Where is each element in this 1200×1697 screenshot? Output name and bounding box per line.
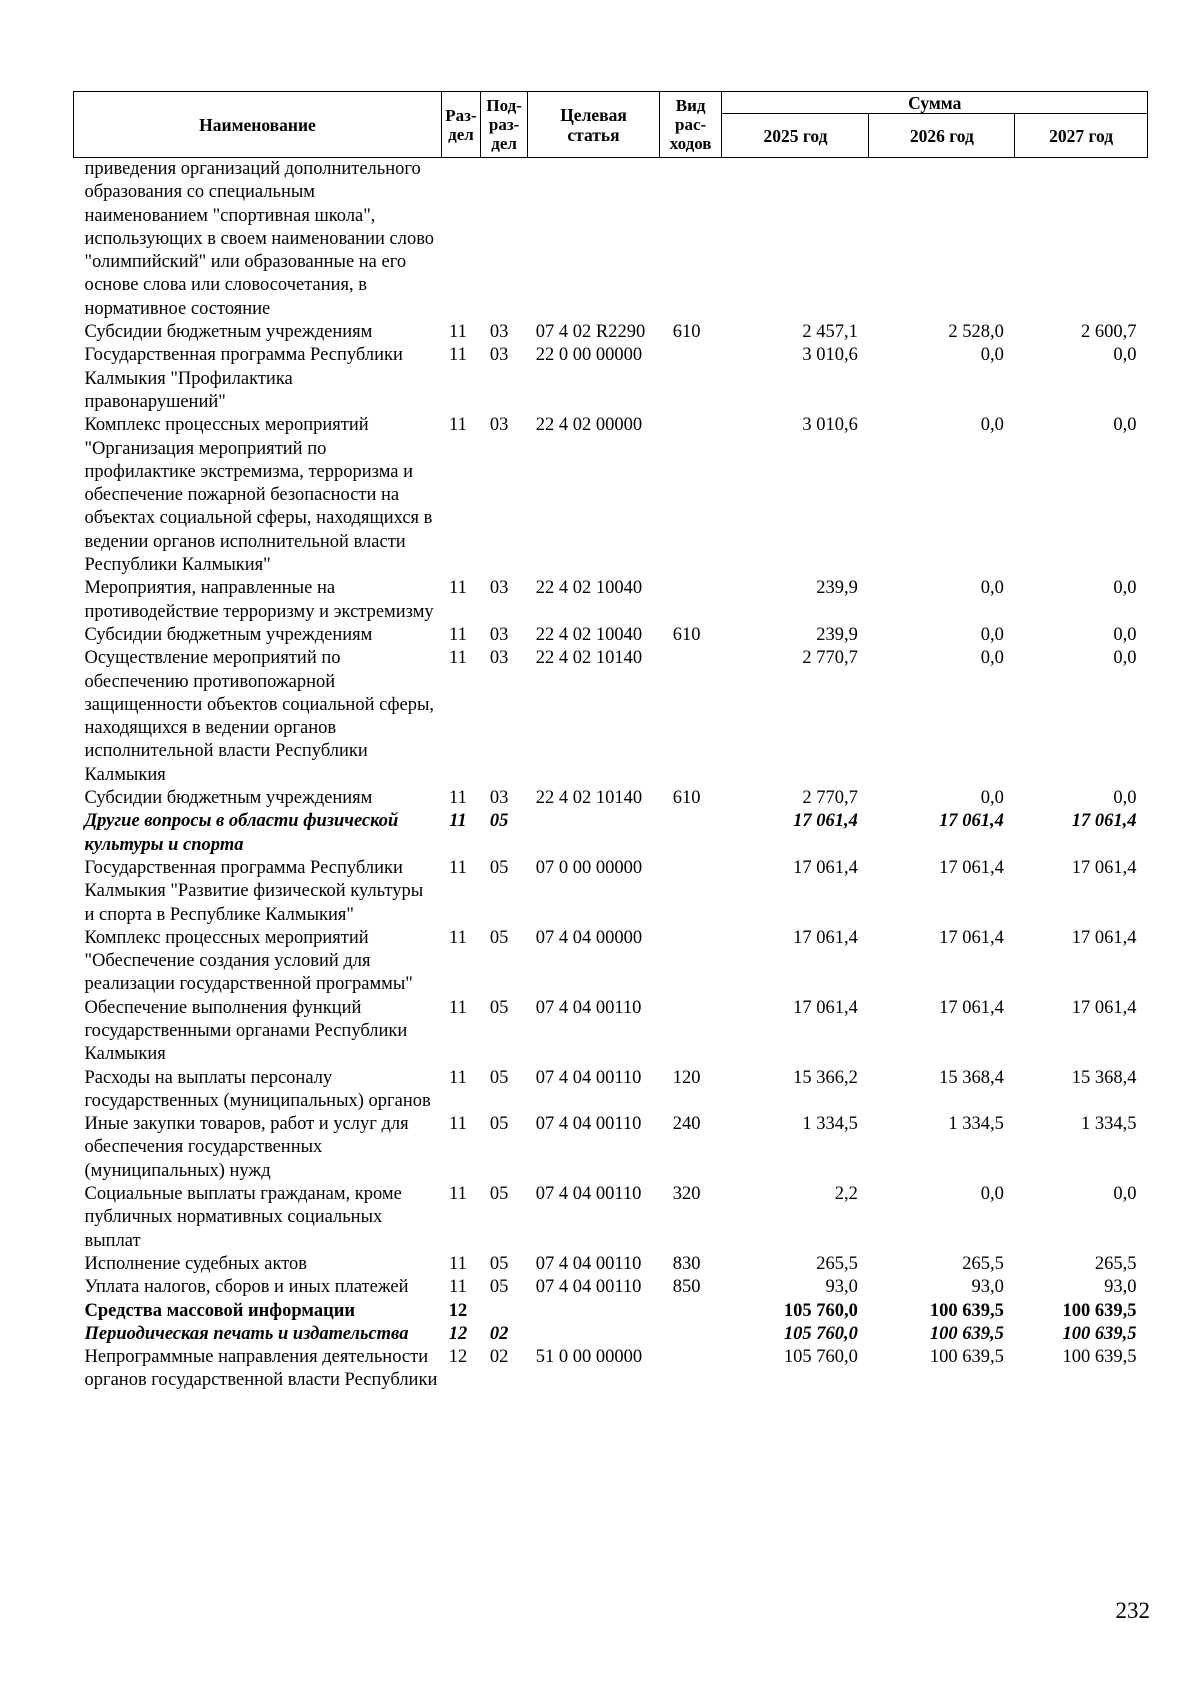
row-podrazdel: 03	[489, 788, 509, 809]
row-podrazdel: 03	[489, 648, 509, 669]
row-name: Государственная программа Республики Калмыкия "Профилактика правонарушений"	[84, 345, 403, 412]
row-2026: 0,0	[980, 1184, 1004, 1205]
header-podrazdel: Под- раз- дел	[480, 92, 527, 158]
row-tselevaya: 07 4 04 00110	[535, 1184, 642, 1205]
table-row	[74, 1300, 1148, 1323]
table-row	[74, 647, 1148, 787]
row-2026: 15 368,4	[939, 1067, 1004, 1088]
header-name: Наименование	[74, 92, 442, 158]
row-2027: 1 334,5	[1081, 1114, 1137, 1135]
header-vid: Вид рас- ходов	[659, 92, 722, 158]
row-2025: 105 760,0	[783, 1347, 858, 1368]
table-row	[74, 414, 1148, 577]
row-vid: 240	[672, 1114, 701, 1135]
table-row	[74, 624, 1148, 647]
row-vid: 830	[672, 1253, 701, 1274]
table-row	[74, 787, 1148, 810]
row-2027: 100 639,5	[1062, 1300, 1137, 1321]
row-2026: 0,0	[980, 648, 1004, 669]
row-2027	[1015, 158, 1148, 322]
row-tselevaya	[528, 1323, 660, 1346]
row-name: Субсидии бюджетным учреждениям	[84, 624, 373, 645]
row-name: Периодическая печать и издательства	[84, 1323, 409, 1344]
row-vid: 610	[672, 322, 701, 343]
row-razdel: 11	[449, 345, 467, 366]
row-2025: 2,2	[834, 1184, 858, 1205]
row-tselevaya: 07 4 04 00110	[535, 997, 642, 1018]
row-razdel: 11	[449, 1184, 467, 1205]
row-razdel: 12	[448, 1323, 468, 1344]
row-tselevaya	[528, 158, 660, 322]
table-row	[74, 321, 1148, 344]
row-vid	[659, 927, 722, 997]
row-tselevaya: 22 4 02 10040	[535, 624, 643, 645]
row-podrazdel	[480, 158, 527, 322]
row-podrazdel: 05	[489, 1253, 509, 1274]
row-2026: 2 528,0	[948, 322, 1004, 343]
row-vid	[659, 647, 722, 787]
table-row	[74, 1183, 1148, 1253]
row-razdel: 11	[449, 997, 467, 1018]
row-2025: 2 770,7	[802, 648, 858, 669]
row-2025: 15 366,2	[793, 1067, 858, 1088]
row-vid	[659, 344, 722, 414]
row-name: Субсидии бюджетным учреждениям	[84, 788, 373, 809]
row-razdel: 11	[449, 1277, 467, 1298]
row-name: Другие вопросы в области физической культуры и спорта	[84, 811, 399, 855]
row-vid	[659, 414, 722, 577]
header-2025: 2025 год	[722, 114, 869, 158]
row-razdel: 11	[449, 578, 467, 599]
row-razdel: 11	[449, 788, 467, 809]
row-tselevaya: 07 4 04 00110	[535, 1114, 642, 1135]
row-name: Расходы на выплаты персоналу государственных (муниципальных) органов	[84, 1067, 431, 1111]
row-tselevaya: 22 0 00 00000	[535, 345, 643, 366]
row-name: Социальные выплаты гражданам, кроме публичных нормативных социальных выплат	[84, 1184, 402, 1251]
row-2025: 3 010,6	[802, 345, 858, 366]
row-tselevaya: 22 4 02 10140	[535, 788, 643, 809]
row-2027: 0,0	[1113, 1184, 1137, 1205]
row-name: Исполнение судебных актов	[84, 1253, 308, 1274]
row-2025: 3 010,6	[802, 415, 858, 436]
row-razdel: 11	[449, 624, 467, 645]
row-2027: 17 061,4	[1071, 811, 1137, 832]
row-razdel: 11	[449, 1114, 467, 1135]
header-summa: Сумма	[722, 92, 1148, 114]
row-podrazdel: 03	[489, 624, 509, 645]
row-podrazdel: 05	[489, 1114, 509, 1135]
row-podrazdel: 05	[489, 857, 509, 878]
row-2026: 0,0	[980, 345, 1004, 366]
row-razdel: 11	[449, 1253, 467, 1274]
row-razdel: 12	[448, 1300, 468, 1321]
row-name: Иные закупки товаров, работ и услуг для обеспечения государственных (муниципальных) нужд	[84, 1114, 409, 1181]
row-vid	[659, 857, 722, 927]
row-2025: 17 061,4	[793, 857, 858, 878]
row-razdel	[441, 158, 480, 322]
row-2027: 17 061,4	[1071, 927, 1137, 948]
row-2027: 265,5	[1094, 1253, 1137, 1274]
row-tselevaya: 07 4 02 R2290	[535, 322, 646, 343]
row-podrazdel	[480, 1300, 527, 1323]
row-tselevaya: 22 4 02 10140	[535, 648, 643, 669]
row-podrazdel: 03	[489, 578, 509, 599]
table-row	[74, 1253, 1148, 1276]
row-2027: 93,0	[1104, 1277, 1137, 1298]
row-name: Осуществление мероприятий по обеспечению противопожарной защищенности объектов социальной сферы, находящихся в ведении органов исполнительной власти Республики Калмыкия	[84, 648, 435, 785]
row-2025: 93,0	[825, 1277, 858, 1298]
row-name: Субсидии бюджетным учреждениям	[84, 322, 373, 343]
table-row	[74, 1276, 1148, 1299]
row-vid: 120	[672, 1067, 701, 1088]
row-2026: 265,5	[962, 1253, 1004, 1274]
row-tselevaya: 07 4 04 00110	[535, 1067, 642, 1088]
page-number: 232	[1115, 1598, 1150, 1623]
row-tselevaya	[528, 810, 660, 857]
row-2025: 2 770,7	[802, 788, 858, 809]
row-podrazdel: 05	[489, 997, 509, 1018]
row-razdel: 11	[449, 857, 467, 878]
row-name: Государственная программа Республики Калмыкия "Развитие физической культуры и спорта в Республике Калмыкия"	[84, 857, 424, 925]
header-2027: 2027 год	[1015, 114, 1148, 158]
row-name: приведения организаций дополнительного образования со специальным наименованием "спортивная школа", использующих в своем наименовании слово "олимпийский" или образованные на его основе слова или словосочетания, в нормативное состояние	[84, 159, 435, 319]
header-razdel: Раз- дел	[441, 92, 480, 158]
row-2025	[722, 158, 869, 322]
table-row	[74, 1323, 1148, 1346]
row-name: Непрограммные направления деятельности органов государственной власти Республики	[84, 1347, 438, 1391]
table-row	[74, 158, 1148, 322]
row-2026: 100 639,5	[929, 1347, 1004, 1368]
row-razdel: 11	[449, 648, 467, 669]
table-row	[74, 1346, 1148, 1393]
row-podrazdel: 03	[489, 415, 509, 436]
row-2025: 17 061,4	[793, 811, 858, 832]
table-row	[74, 857, 1148, 927]
budget-table-page	[73, 91, 1148, 1393]
row-name: Уплата налогов, сборов и иных платежей	[84, 1277, 409, 1298]
table-row	[74, 344, 1148, 414]
row-name: Комплекс процессных мероприятий "Организация мероприятий по профилактике экстремизма, терроризма и обеспечение пожарной безопасности на объектах социальной сферы, находящихся в ведении органов исполнительной власти Республики Калмыкия"	[84, 415, 433, 576]
table-header	[74, 92, 1148, 158]
table-row	[74, 810, 1148, 857]
table-row	[74, 1067, 1148, 1114]
row-razdel: 12	[448, 1347, 468, 1368]
row-podrazdel: 05	[489, 811, 509, 832]
row-2025: 17 061,4	[793, 997, 858, 1018]
table-body	[74, 158, 1148, 1393]
row-razdel: 11	[449, 322, 467, 343]
row-vid: 320	[672, 1184, 701, 1205]
row-name: Мероприятия, направленные на противодействие терроризму и экстремизму	[84, 578, 434, 622]
row-2027: 100 639,5	[1062, 1323, 1137, 1344]
row-vid	[659, 997, 722, 1067]
row-2027: 0,0	[1113, 345, 1137, 366]
row-2026: 93,0	[971, 1277, 1004, 1298]
table-row	[74, 927, 1148, 997]
row-podrazdel: 03	[489, 322, 509, 343]
row-razdel: 11	[449, 811, 467, 832]
row-tselevaya: 07 4 04 00110	[535, 1277, 642, 1298]
row-tselevaya: 07 0 00 00000	[535, 857, 643, 878]
row-razdel: 11	[449, 1067, 467, 1088]
row-2027: 2 600,7	[1081, 322, 1137, 343]
row-vid	[659, 1346, 722, 1393]
row-tselevaya: 07 4 04 00000	[535, 927, 643, 948]
row-2026: 100 639,5	[929, 1323, 1004, 1344]
row-vid	[659, 158, 722, 322]
row-2027: 100 639,5	[1062, 1347, 1137, 1368]
row-vid: 610	[672, 788, 701, 809]
row-2027: 0,0	[1113, 415, 1137, 436]
row-2026: 17 061,4	[939, 857, 1004, 878]
budget-table	[73, 91, 1148, 1393]
row-vid	[659, 810, 722, 857]
row-2026: 17 061,4	[939, 811, 1004, 832]
row-2025: 265,5	[816, 1253, 858, 1274]
row-2027: 17 061,4	[1071, 857, 1137, 878]
row-vid	[659, 577, 722, 624]
row-tselevaya: 51 0 00 00000	[535, 1347, 643, 1368]
row-vid	[659, 1300, 722, 1323]
row-2027: 0,0	[1113, 788, 1137, 809]
row-podrazdel: 05	[489, 927, 509, 948]
row-podrazdel: 05	[489, 1184, 509, 1205]
row-podrazdel: 05	[489, 1277, 509, 1298]
row-vid	[659, 1323, 722, 1346]
table-row	[74, 577, 1148, 624]
row-tselevaya: 22 4 02 10040	[535, 578, 643, 599]
row-tselevaya: 22 4 02 00000	[535, 415, 643, 436]
row-2026: 1 334,5	[948, 1114, 1004, 1135]
row-tselevaya: 07 4 04 00110	[535, 1253, 642, 1274]
row-podrazdel: 05	[489, 1067, 509, 1088]
row-name: Комплекс процессных мероприятий "Обеспечение создания условий для реализации государственной программы"	[84, 927, 413, 995]
row-2026: 0,0	[980, 624, 1004, 645]
row-podrazdel: 03	[489, 345, 509, 366]
row-2026: 17 061,4	[939, 927, 1004, 948]
row-2026: 0,0	[980, 578, 1004, 599]
row-2026	[869, 158, 1015, 322]
row-name: Обеспечение выполнения функций государственными органами Республики Калмыкия	[84, 997, 408, 1065]
row-2027: 0,0	[1113, 578, 1137, 599]
row-2027: 0,0	[1113, 648, 1137, 669]
row-2025: 239,9	[816, 578, 858, 599]
row-tselevaya	[528, 1300, 660, 1323]
row-2026: 0,0	[980, 415, 1004, 436]
row-podrazdel: 02	[489, 1347, 509, 1368]
row-podrazdel: 02	[489, 1323, 509, 1344]
row-2027: 15 368,4	[1071, 1067, 1137, 1088]
header-2026: 2026 год	[869, 114, 1015, 158]
row-2025: 105 760,0	[783, 1323, 858, 1344]
row-2025: 2 457,1	[802, 322, 858, 343]
row-2025: 17 061,4	[793, 927, 858, 948]
row-razdel: 11	[449, 927, 467, 948]
row-vid: 850	[672, 1277, 701, 1298]
row-2026: 17 061,4	[939, 997, 1004, 1018]
table-row	[74, 997, 1148, 1067]
row-2025: 105 760,0	[783, 1300, 858, 1321]
table-row	[74, 1113, 1148, 1183]
row-2025: 1 334,5	[802, 1114, 858, 1135]
row-vid: 610	[672, 624, 701, 645]
row-name: Средства массовой информации	[84, 1300, 356, 1321]
row-2027: 0,0	[1113, 624, 1137, 645]
row-2026: 0,0	[980, 788, 1004, 809]
row-2025: 239,9	[816, 624, 858, 645]
header-tselevaya: Целевая статья	[528, 92, 660, 158]
row-2027: 17 061,4	[1071, 997, 1137, 1018]
row-razdel: 11	[449, 415, 467, 436]
row-2026: 100 639,5	[929, 1300, 1004, 1321]
